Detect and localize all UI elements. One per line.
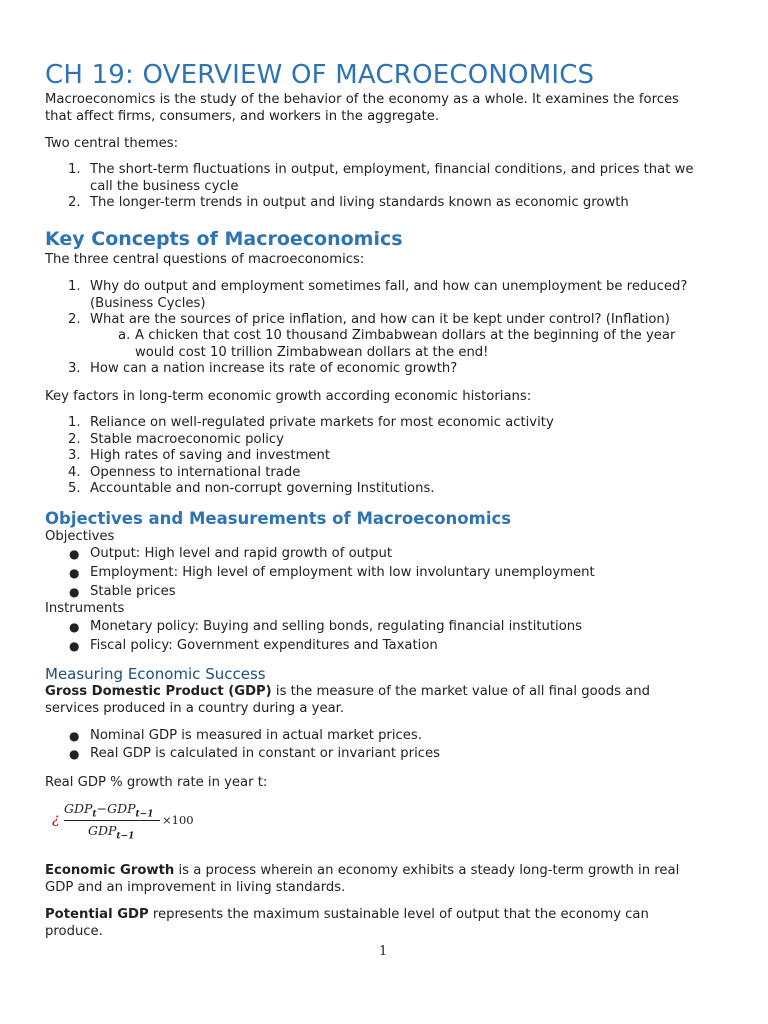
growth-rate-label: Real GDP % growth rate in year t: — [45, 775, 268, 790]
objectives-heading: Objectives and Measurements of Macroeconomics — [45, 509, 512, 528]
list-number: 2. — [68, 195, 81, 210]
sublist-item-line: A chicken that cost 10 thousand Zimbabwean dollars at the beginning of the year — [135, 328, 676, 343]
central-questions-intro: The three central questions of macroeconomics: — [45, 252, 365, 267]
potential-gdp-line — [45, 907, 649, 924]
economic-growth-text: is a process wherein an economy exhibits a steady long-term growth in real — [174, 863, 680, 878]
list-number: 2. — [68, 312, 81, 327]
measuring-heading: Measuring Economic Success — [45, 665, 266, 683]
economic-growth-line: GDP and an improvement in living standards. — [45, 879, 346, 895]
list-item: How can a nation increase its rate of economic growth? — [90, 361, 458, 376]
formula-numerator — [64, 801, 153, 820]
formula-multiplier: ×100 — [162, 813, 194, 827]
formula-term: GDP — [107, 801, 136, 816]
list-item: Accountable and non-corrupt governing Institutions. — [90, 481, 435, 496]
list-item-line: The short-term fluctuations in output, employment, financial conditions, and prices that we — [90, 162, 694, 177]
intro-paragraph — [45, 92, 679, 125]
list-number: 1. — [68, 279, 81, 294]
potential-gdp-text: represents the maximum sustainable level of output that the economy can — [148, 907, 649, 922]
instruments-label: Instruments — [45, 601, 125, 616]
list-item — [90, 162, 694, 195]
list-number: 1. — [68, 415, 81, 430]
list-item: High rates of saving and investment — [90, 448, 331, 463]
list-item: Output: High level and rapid growth of output — [90, 546, 393, 561]
economic-growth-definition — [45, 863, 679, 896]
list-item — [90, 279, 687, 312]
list-item: The longer-term trends in output and living standards known as economic growth — [90, 195, 629, 210]
gdp-growth-formula — [52, 800, 212, 842]
list-item: Employment: High level of employment with low involuntary unemployment — [90, 565, 595, 580]
list-item: Nominal GDP is measured in actual market prices. — [90, 728, 422, 743]
formula-subscript: t — [92, 809, 97, 820]
potential-gdp-definition — [45, 907, 649, 940]
formula-denominator — [88, 823, 134, 842]
list-item-line: call the business cycle — [90, 178, 239, 194]
list-number: 4. — [68, 465, 81, 480]
list-number: 2. — [68, 432, 81, 447]
fraction-bar — [64, 820, 160, 821]
list-number: 3. — [68, 361, 81, 376]
sublist-letter: a. — [118, 328, 131, 343]
sublist-item — [135, 328, 675, 361]
formula-subscript: t−1 — [116, 831, 135, 842]
sublist-item-line: would cost 10 trillion Zimbabwean dollars at the end! — [135, 344, 489, 360]
growth-factors-intro: Key factors in long-term economic growth according economic historians: — [45, 389, 532, 404]
formula-term: GDP — [64, 801, 93, 816]
potential-gdp-term: Potential GDP — [45, 907, 149, 922]
intro-line-1: Macroeconomics is the study of the behavior of the economy as a whole. It examines the forces — [45, 92, 679, 107]
list-item: Fiscal policy: Government expenditures and Taxation — [90, 638, 438, 653]
economic-growth-term: Economic Growth — [45, 863, 175, 878]
gdp-term: Gross Domestic Product (GDP) — [45, 684, 272, 699]
bullet-icon: ● — [69, 747, 80, 761]
list-item: Stable prices — [90, 584, 176, 599]
list-number: 1. — [68, 162, 81, 177]
potential-gdp-line: produce. — [45, 923, 103, 939]
objectives-label: Objectives — [45, 529, 115, 544]
page-number: 1 — [379, 944, 388, 959]
list-item-line: Why do output and employment sometimes fall, and how can unemployment be reduced? — [90, 279, 688, 294]
list-item: Stable macroeconomic policy — [90, 432, 284, 447]
list-item-line: (Business Cycles) — [90, 295, 206, 311]
gdp-definition-line: services produced in a country during a year. — [45, 700, 345, 716]
gdp-definition-line — [45, 684, 650, 701]
formula-term: GDP — [88, 823, 117, 838]
list-item: Openness to international trade — [90, 465, 301, 480]
bullet-icon: ● — [69, 547, 80, 561]
formula-subscript: t−1 — [135, 809, 154, 820]
list-item: What are the sources of price inflation, and how can it be kept under control? (Inflation) — [90, 312, 670, 327]
bullet-icon: ● — [69, 639, 80, 653]
list-item: Real GDP is calculated in constant or invariant prices — [90, 746, 440, 761]
gdp-definition — [45, 684, 650, 717]
list-number: 3. — [68, 448, 81, 463]
bullet-icon: ● — [69, 620, 80, 634]
gdp-definition-text: is the measure of the market value of all final goods and — [271, 684, 650, 699]
page-title: CH 19: OVERVIEW OF MACROECONOMICS — [45, 60, 595, 90]
formula-prefix: ¿ — [52, 811, 60, 827]
bullet-icon: ● — [69, 585, 80, 599]
list-item: Monetary policy: Buying and selling bonds, regulating financial institutions — [90, 619, 583, 634]
themes-label: Two central themes: — [45, 136, 179, 151]
list-item: Reliance on well-regulated private markets for most economic activity — [90, 415, 554, 430]
formula-operator: − — [96, 801, 108, 816]
intro-line-2: that affect firms, consumers, and workers in the aggregate. — [45, 108, 440, 124]
list-number: 5. — [68, 481, 81, 496]
bullet-icon: ● — [69, 729, 80, 743]
bullet-icon: ● — [69, 566, 80, 580]
key-concepts-heading: Key Concepts of Macroeconomics — [45, 228, 403, 250]
economic-growth-line — [45, 863, 679, 880]
